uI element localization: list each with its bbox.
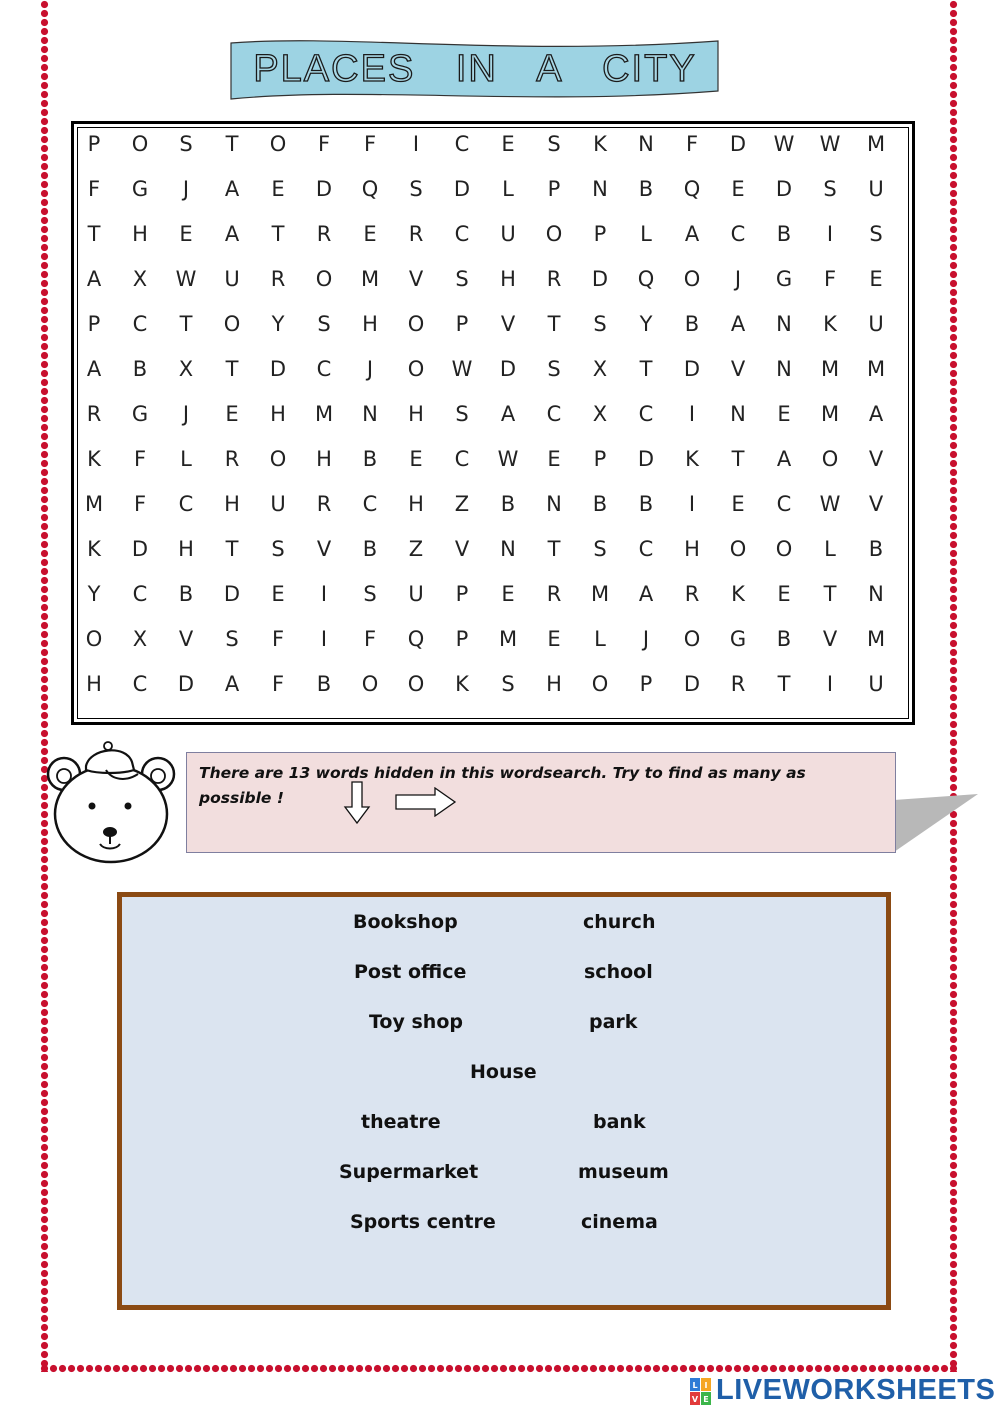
grid-letter[interactable]: S <box>225 627 239 651</box>
grid-letter[interactable]: Y <box>87 582 101 606</box>
grid-letter[interactable]: A <box>638 582 654 606</box>
word-supermarket: Supermarket <box>339 1161 479 1183</box>
grid-letter[interactable]: P <box>593 447 607 471</box>
grid-letter[interactable]: O <box>223 312 241 336</box>
grid-letter[interactable]: N <box>362 402 378 426</box>
grid-letter[interactable]: E <box>271 177 285 201</box>
grid-letter[interactable]: D <box>683 357 701 381</box>
grid-letter[interactable]: A <box>224 177 240 201</box>
grid-letter[interactable]: S <box>869 222 883 246</box>
grid-letter[interactable]: Q <box>407 627 425 651</box>
grid-letter[interactable]: O <box>775 537 793 561</box>
grid-letter[interactable]: J <box>366 357 374 381</box>
grid-letter[interactable]: P <box>547 177 561 201</box>
grid-letter[interactable]: V <box>868 492 884 516</box>
grid-row <box>74 537 912 577</box>
grid-letter[interactable]: T <box>179 312 193 336</box>
grid-letter[interactable]: B <box>178 582 194 606</box>
grid-letter[interactable]: K <box>87 537 101 561</box>
grid-row <box>74 177 912 217</box>
grid-letter[interactable]: R <box>224 447 240 471</box>
grid-letter[interactable]: B <box>362 447 378 471</box>
grid-letter[interactable]: T <box>225 357 239 381</box>
grid-letter[interactable]: P <box>87 312 101 336</box>
grid-letter[interactable]: S <box>501 672 515 696</box>
grid-letter[interactable]: M <box>866 357 886 381</box>
grid-letter[interactable]: S <box>455 267 469 291</box>
grid-row <box>74 357 912 397</box>
grid-letter[interactable]: E <box>547 627 561 651</box>
grid-letter[interactable]: M <box>866 627 886 651</box>
grid-letter[interactable]: I <box>688 402 696 426</box>
liveworksheets-mark-icon <box>690 1378 712 1406</box>
grid-letter[interactable]: V <box>316 537 332 561</box>
brand-name: LIVEWORKSHEETS <box>716 1374 996 1406</box>
grid-letter[interactable]: P <box>455 582 469 606</box>
grid-letter[interactable]: M <box>866 132 886 156</box>
grid-letter[interactable]: E <box>271 582 285 606</box>
grid-letter[interactable]: R <box>546 267 562 291</box>
grid-letter[interactable]: J <box>734 267 742 291</box>
grid-letter[interactable]: D <box>131 537 149 561</box>
grid-letter[interactable]: D <box>499 357 517 381</box>
grid-letter[interactable]: T <box>639 357 653 381</box>
grid-letter[interactable]: K <box>731 582 745 606</box>
grid-letter[interactable]: H <box>270 402 286 426</box>
svg-text:I: I <box>704 1381 708 1390</box>
page-border-right <box>949 0 958 1372</box>
grid-letter[interactable]: O <box>407 672 425 696</box>
grid-letter[interactable]: Z <box>408 537 424 561</box>
grid-letter[interactable]: G <box>131 177 149 201</box>
grid-letter[interactable]: S <box>547 357 561 381</box>
grid-row <box>74 402 912 442</box>
grid-letter[interactable]: T <box>87 222 101 246</box>
word-museum: museum <box>578 1161 669 1183</box>
grid-letter[interactable]: N <box>500 537 516 561</box>
grid-letter[interactable]: C <box>178 492 194 516</box>
word-list-box <box>117 892 891 1310</box>
grid-letter[interactable]: R <box>730 672 746 696</box>
word-bookshop: Bookshop <box>353 911 458 933</box>
grid-letter[interactable]: N <box>638 132 654 156</box>
grid-letter[interactable]: O <box>591 672 609 696</box>
grid-letter[interactable]: H <box>132 222 148 246</box>
page-border-left <box>40 0 49 1372</box>
grid-letter[interactable]: B <box>132 357 148 381</box>
speech-bubble-tail <box>894 794 980 854</box>
grid-letter[interactable]: T <box>777 672 791 696</box>
grid-letter[interactable]: E <box>363 222 377 246</box>
grid-letter[interactable]: F <box>317 132 331 156</box>
grid-letter[interactable]: M <box>820 402 840 426</box>
grid-letter[interactable]: D <box>315 177 333 201</box>
grid-letter[interactable]: L <box>640 222 652 246</box>
word-house: House <box>470 1061 537 1083</box>
grid-letter[interactable]: H <box>224 492 240 516</box>
grid-letter[interactable]: G <box>775 267 793 291</box>
grid-letter[interactable]: F <box>363 132 377 156</box>
grid-letter[interactable]: H <box>684 537 700 561</box>
grid-letter[interactable]: Y <box>639 312 653 336</box>
grid-letter[interactable]: I <box>826 222 834 246</box>
grid-letter[interactable]: M <box>84 492 104 516</box>
svg-text:L: L <box>692 1381 698 1390</box>
grid-letter[interactable]: N <box>776 357 792 381</box>
grid-letter[interactable]: E <box>731 177 745 201</box>
instruction-box <box>186 752 896 853</box>
word-bank: bank <box>593 1111 646 1133</box>
grid-letter[interactable]: M <box>498 627 518 651</box>
grid-letter[interactable]: J <box>182 402 190 426</box>
grid-letter[interactable]: I <box>412 132 420 156</box>
grid-letter[interactable]: B <box>500 492 516 516</box>
grid-letter[interactable]: S <box>271 537 285 561</box>
grid-letter[interactable]: Q <box>637 267 655 291</box>
grid-letter[interactable]: F <box>133 447 147 471</box>
grid-letter[interactable]: A <box>776 447 792 471</box>
grid-letter[interactable]: E <box>501 582 515 606</box>
grid-letter[interactable]: O <box>131 132 149 156</box>
grid-letter[interactable]: V <box>500 312 516 336</box>
grid-letter[interactable]: N <box>592 177 608 201</box>
grid-letter[interactable]: U <box>270 492 286 516</box>
grid-letter[interactable]: W <box>819 132 841 156</box>
grid-letter[interactable]: D <box>775 177 793 201</box>
grid-letter[interactable]: D <box>177 672 195 696</box>
grid-letter[interactable]: A <box>730 312 746 336</box>
grid-letter[interactable]: E <box>179 222 193 246</box>
grid-letter[interactable]: E <box>731 492 745 516</box>
grid-letter[interactable]: F <box>685 132 699 156</box>
grid-letter[interactable]: R <box>316 492 332 516</box>
grid-letter[interactable]: D <box>223 582 241 606</box>
grid-letter[interactable]: F <box>271 672 285 696</box>
arrow-down-icon <box>343 781 371 825</box>
grid-letter[interactable]: T <box>225 537 239 561</box>
grid-letter[interactable]: B <box>684 312 700 336</box>
grid-letter[interactable]: X <box>592 402 608 426</box>
grid-row <box>74 132 912 172</box>
grid-letter[interactable]: M <box>360 267 380 291</box>
grid-letter[interactable]: X <box>178 357 194 381</box>
grid-row <box>74 492 912 532</box>
grid-letter[interactable]: O <box>407 312 425 336</box>
grid-letter[interactable]: T <box>271 222 285 246</box>
grid-letter[interactable]: E <box>409 447 423 471</box>
grid-row <box>74 447 912 487</box>
word-park: park <box>589 1011 638 1033</box>
svg-text:V: V <box>691 1395 699 1404</box>
grid-letter[interactable]: X <box>592 357 608 381</box>
grid-letter[interactable]: X <box>132 627 148 651</box>
grid-letter[interactable]: R <box>270 267 286 291</box>
grid-letter[interactable]: D <box>637 447 655 471</box>
grid-letter[interactable]: H <box>362 312 378 336</box>
grid-row <box>74 582 912 622</box>
word-search-grid <box>71 121 915 725</box>
grid-letter[interactable]: U <box>868 672 884 696</box>
grid-letter[interactable]: B <box>638 177 654 201</box>
grid-letter[interactable]: K <box>87 447 101 471</box>
arrow-right-icon <box>395 787 457 817</box>
grid-letter[interactable]: A <box>86 357 102 381</box>
grid-letter[interactable]: O <box>821 447 839 471</box>
grid-letter[interactable]: J <box>182 177 190 201</box>
grid-letter[interactable]: S <box>593 312 607 336</box>
word-school: school <box>584 961 653 983</box>
grid-letter[interactable]: R <box>86 402 102 426</box>
grid-letter[interactable]: C <box>454 222 470 246</box>
grid-letter[interactable]: F <box>363 627 377 651</box>
grid-letter[interactable]: H <box>408 402 424 426</box>
grid-letter[interactable]: D <box>729 132 747 156</box>
grid-letter[interactable]: S <box>823 177 837 201</box>
grid-letter[interactable]: O <box>729 537 747 561</box>
grid-letter[interactable]: C <box>546 402 562 426</box>
grid-row <box>74 672 912 712</box>
grid-letter[interactable]: W <box>451 357 473 381</box>
grid-letter[interactable]: C <box>132 582 148 606</box>
grid-letter[interactable]: I <box>320 582 328 606</box>
grid-letter[interactable]: A <box>224 222 240 246</box>
page-title: PLACES IN A CITY <box>253 48 697 90</box>
grid-letter[interactable]: W <box>773 132 795 156</box>
grid-letter[interactable]: G <box>729 627 747 651</box>
grid-letter[interactable]: C <box>776 492 792 516</box>
grid-letter[interactable]: W <box>497 447 519 471</box>
grid-letter[interactable]: D <box>683 672 701 696</box>
grid-letter[interactable]: P <box>455 312 469 336</box>
grid-letter[interactable]: K <box>685 447 699 471</box>
grid-letter[interactable]: C <box>730 222 746 246</box>
grid-letter[interactable]: O <box>315 267 333 291</box>
grid-letter[interactable]: E <box>777 402 791 426</box>
grid-letter[interactable]: D <box>269 357 287 381</box>
grid-letter[interactable]: B <box>316 672 332 696</box>
grid-letter[interactable]: N <box>546 492 562 516</box>
grid-letter[interactable]: G <box>131 402 149 426</box>
grid-letter[interactable]: R <box>684 582 700 606</box>
grid-letter[interactable]: S <box>363 582 377 606</box>
grid-letter[interactable]: C <box>454 132 470 156</box>
grid-letter[interactable]: D <box>453 177 471 201</box>
grid-letter[interactable]: M <box>820 357 840 381</box>
grid-letter[interactable]: A <box>684 222 700 246</box>
grid-letter[interactable]: M <box>590 582 610 606</box>
grid-letter[interactable]: B <box>362 537 378 561</box>
grid-letter[interactable]: O <box>269 447 287 471</box>
grid-row <box>74 222 912 262</box>
grid-letter[interactable]: X <box>132 267 148 291</box>
grid-letter[interactable]: I <box>826 672 834 696</box>
grid-letter[interactable]: E <box>501 132 515 156</box>
word-cinema: cinema <box>581 1211 658 1233</box>
grid-letter[interactable]: O <box>683 627 701 651</box>
word-theatre: theatre <box>361 1111 441 1133</box>
grid-letter[interactable]: U <box>500 222 516 246</box>
grid-letter[interactable]: K <box>455 672 469 696</box>
word-toy-shop: Toy shop <box>369 1011 463 1033</box>
grid-letter[interactable]: U <box>408 582 424 606</box>
page-border-bottom <box>40 1364 958 1373</box>
grid-letter[interactable]: Y <box>271 312 285 336</box>
grid-letter[interactable]: L <box>824 537 836 561</box>
grid-letter[interactable]: A <box>224 672 240 696</box>
grid-letter[interactable]: J <box>642 627 650 651</box>
grid-letter[interactable]: C <box>132 312 148 336</box>
grid-letter[interactable]: V <box>408 267 424 291</box>
grid-letter[interactable]: E <box>869 267 883 291</box>
grid-letter[interactable]: N <box>776 312 792 336</box>
grid-letter[interactable]: C <box>638 537 654 561</box>
grid-letter[interactable]: V <box>454 537 470 561</box>
grid-letter[interactable]: P <box>639 672 653 696</box>
grid-letter[interactable]: T <box>225 132 239 156</box>
grid-letter[interactable]: C <box>362 492 378 516</box>
grid-letter[interactable]: H <box>178 537 194 561</box>
grid-letter[interactable]: K <box>593 132 607 156</box>
grid-letter[interactable]: Z <box>454 492 470 516</box>
teddy-bear-illustration <box>42 740 182 865</box>
grid-letter[interactable]: I <box>688 492 696 516</box>
grid-row <box>74 627 912 667</box>
grid-row <box>74 312 912 352</box>
grid-letter[interactable]: W <box>819 492 841 516</box>
grid-letter[interactable]: S <box>547 132 561 156</box>
grid-letter[interactable]: F <box>87 177 101 201</box>
grid-letter[interactable]: T <box>547 312 561 336</box>
grid-letter[interactable]: R <box>316 222 332 246</box>
grid-letter[interactable]: M <box>314 402 334 426</box>
grid-letter[interactable]: E <box>547 447 561 471</box>
grid-letter[interactable]: B <box>868 537 884 561</box>
grid-letter[interactable]: A <box>86 267 102 291</box>
grid-letter[interactable]: W <box>175 267 197 291</box>
instruction-text: There are 13 words hidden in this wordsearch. Try to find as many as possible ! <box>199 764 806 807</box>
grid-letter[interactable]: R <box>546 582 562 606</box>
grid-letter[interactable]: C <box>316 357 332 381</box>
grid-letter[interactable]: L <box>502 177 514 201</box>
grid-letter[interactable]: P <box>455 627 469 651</box>
grid-letter[interactable]: A <box>868 402 884 426</box>
grid-letter[interactable]: L <box>180 447 192 471</box>
grid-letter[interactable]: C <box>132 672 148 696</box>
grid-letter[interactable]: R <box>408 222 424 246</box>
grid-letter[interactable]: U <box>224 267 240 291</box>
grid-letter[interactable]: Q <box>683 177 701 201</box>
grid-letter[interactable]: O <box>269 132 287 156</box>
grid-letter[interactable]: N <box>730 402 746 426</box>
grid-letter[interactable]: K <box>823 312 837 336</box>
grid-letter[interactable]: O <box>545 222 563 246</box>
grid-letter[interactable]: O <box>407 357 425 381</box>
grid-letter[interactable]: O <box>85 627 103 651</box>
grid-letter[interactable]: B <box>776 222 792 246</box>
word-church: church <box>583 911 656 933</box>
grid-letter[interactable]: C <box>454 447 470 471</box>
grid-letter[interactable]: B <box>638 492 654 516</box>
grid-letter[interactable]: S <box>317 312 331 336</box>
grid-letter[interactable]: U <box>868 177 884 201</box>
grid-letter[interactable]: V <box>868 447 884 471</box>
grid-letter[interactable]: H <box>86 672 102 696</box>
grid-letter[interactable]: O <box>683 267 701 291</box>
title-banner <box>228 36 722 106</box>
grid-letter[interactable]: V <box>822 627 838 651</box>
grid-letter[interactable]: H <box>546 672 562 696</box>
grid-letter[interactable]: S <box>593 537 607 561</box>
grid-letter[interactable]: S <box>179 132 193 156</box>
grid-letter[interactable]: P <box>87 132 101 156</box>
grid-letter[interactable]: V <box>178 627 194 651</box>
grid-letter[interactable]: H <box>316 447 332 471</box>
word-sports-centre: Sports centre <box>350 1211 496 1233</box>
grid-letter[interactable]: H <box>408 492 424 516</box>
grid-letter[interactable]: B <box>776 627 792 651</box>
grid-letter[interactable]: N <box>868 582 884 606</box>
grid-letter[interactable]: E <box>777 582 791 606</box>
grid-letter[interactable]: D <box>591 267 609 291</box>
grid-letter[interactable]: H <box>500 267 516 291</box>
grid-letter[interactable]: O <box>361 672 379 696</box>
grid-letter[interactable]: F <box>823 267 837 291</box>
grid-letter[interactable]: B <box>592 492 608 516</box>
grid-letter[interactable]: L <box>594 627 606 651</box>
grid-letter[interactable]: Q <box>361 177 379 201</box>
grid-letter[interactable]: V <box>730 357 746 381</box>
grid-letter[interactable]: P <box>593 222 607 246</box>
grid-letter[interactable]: U <box>868 312 884 336</box>
grid-letter[interactable]: C <box>638 402 654 426</box>
word-post-office: Post office <box>354 961 467 983</box>
grid-letter[interactable]: T <box>731 447 745 471</box>
grid-letter[interactable]: S <box>455 402 469 426</box>
grid-letter[interactable]: F <box>271 627 285 651</box>
grid-letter[interactable]: S <box>409 177 423 201</box>
grid-letter[interactable]: A <box>500 402 516 426</box>
grid-letter[interactable]: T <box>823 582 837 606</box>
grid-letter[interactable]: E <box>225 402 239 426</box>
grid-letter[interactable]: T <box>547 537 561 561</box>
svg-text:E: E <box>703 1395 709 1404</box>
grid-row <box>74 267 912 307</box>
grid-letter[interactable]: F <box>133 492 147 516</box>
grid-letter[interactable]: I <box>320 627 328 651</box>
